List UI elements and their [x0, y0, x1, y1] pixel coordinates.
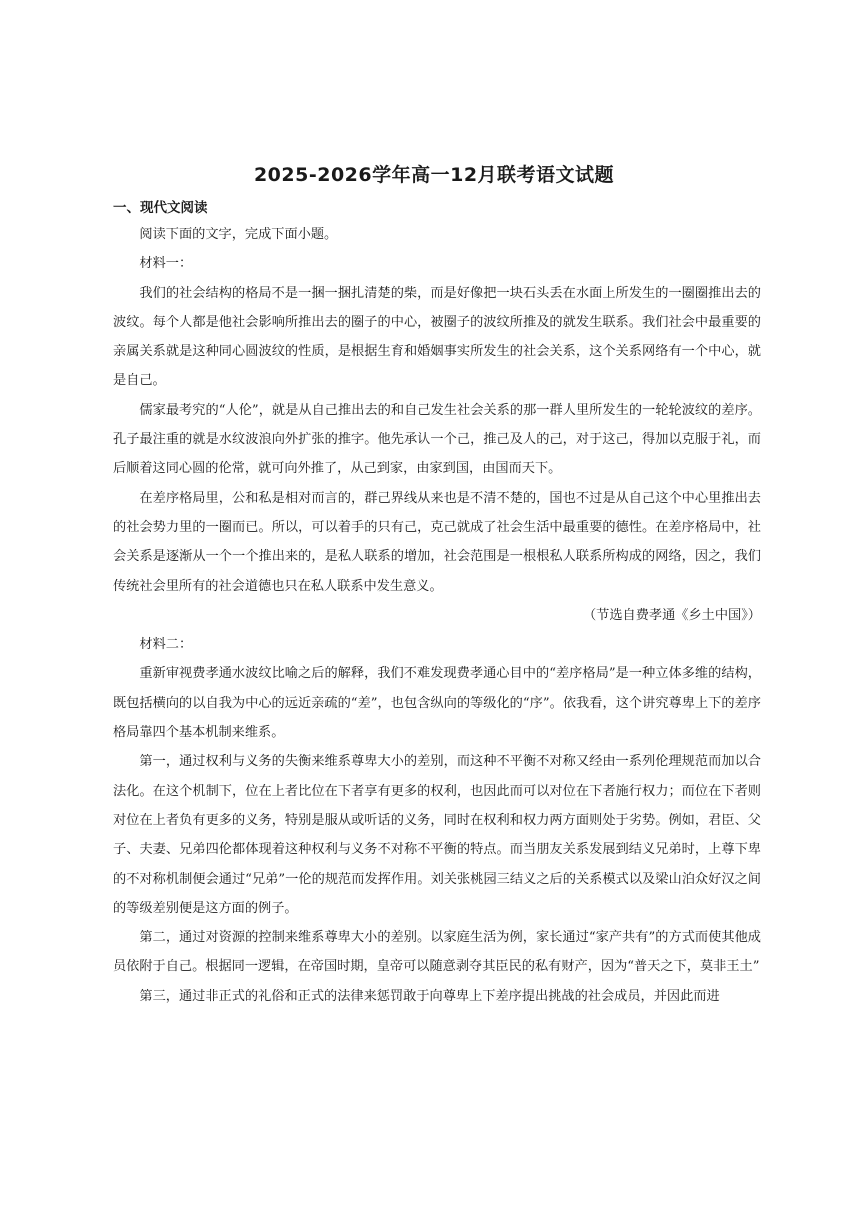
paragraph: 第三，通过非正式的礼俗和正式的法律来惩罚敢于向尊卑上下差序提出挑战的社会成员，并因此而进 [139, 988, 720, 1004]
section-heading: 一、现代文阅读 [113, 200, 208, 216]
paragraph: 我们的社会结构的格局不是一捆一捆扎清楚的柴，而是好像把一块石头丢在水面上所发生的一圈圈推出去的波纹。每个人都是他社会影响所推出去的圈子的中心，被圈子的波纹所推及的就发生联系。我们社会中最重要的亲属关系就是这种同心圆波纹的性质，是根据生育和婚姻事实所发生的社会关系，这个关系网络有一个中心，就是自己。 [113, 285, 761, 389]
material-two-label: 材料二： [139, 637, 193, 653]
page-title: 2025-2026学年高一12月联考语文试题 [253, 164, 615, 186]
paragraph: 第二，通过对资源的控制来维系尊卑大小的差别。以家庭生活为例，家长通过“家产共有”的方式而使其他成员依附于自己。根据同一逻辑，在帝国时期，皇帝可以随意剥夺其臣民的私有财产，因为“普天之下，莫非王土” [113, 930, 761, 975]
material-one-label: 材料一： [139, 256, 193, 272]
paragraph: 重新审视费孝通水波纹比喻之后的解释，我们不难发现费孝通心目中的“差序格局”是一种立体多维的结构，既包括横向的以自我为中心的远近亲疏的“差”，也包含纵向的等级化的“序”。依我看，这个讲究尊卑上下的差序格局靠四个基本机制来维系。 [113, 666, 761, 741]
instruction-text: 阅读下面的文字，完成下面小题。 [139, 227, 338, 242]
paragraph: 第一，通过权利与义务的失衡来维系尊卑大小的差别，而这种不平衡不对称又经由一系列伦理规范而加以合法化。在这个机制下，位在上者比位在下者享有更多的权利，也因此而可以对位在下者施行权力；而位在下者则对位在上者负有更多的义务，特别是服从或听话的义务，同时在权利和权力两方面则处于劣势。例如，君臣、父子、夫妻、兄弟四伦都体现着这种权利与义务不对称不平衡的特点。而当朋友关系发展到结义兄弟时，上尊下卑的不对称机制便会通过“兄弟”一伦的规范而发挥作用。刘关张桃园三结义之后的关系模式以及梁山泊众好汉之间的等级差别便是这方面的例子。 [113, 754, 761, 916]
paragraph: 儒家最考究的“人伦”，就是从自己推出去的和自己发生社会关系的那一群人里所发生的一轮轮波纹的差序。孔子最注重的就是水纹波浪向外扩张的推字。他先承认一个己，推己及人的己，对于这己，得加以克服于礼，而后顺着这同心圆的伦常，就可向外推了，从己到家，由家到国，由国而天下。 [113, 402, 761, 477]
reading-passage [113, 220, 761, 1011]
source-citation: （节选自费孝通《乡土中国》） [582, 607, 761, 623]
paragraph: 在差序格局里，公和私是相对而言的，群己界线从来也是不清不楚的，国也不过是从自己这个中心里推出去的社会势力里的一圈而已。所以，可以着手的只有己，克己就成了社会生活中最重要的德性。在差序格局中，社会关系是逐渐从一个一个推出来的，是私人联系的增加，社会范围是一根根私人联系所构成的网络，因之，我们传统社会里所有的社会道德也只在私人联系中发生意义。 [113, 490, 761, 594]
